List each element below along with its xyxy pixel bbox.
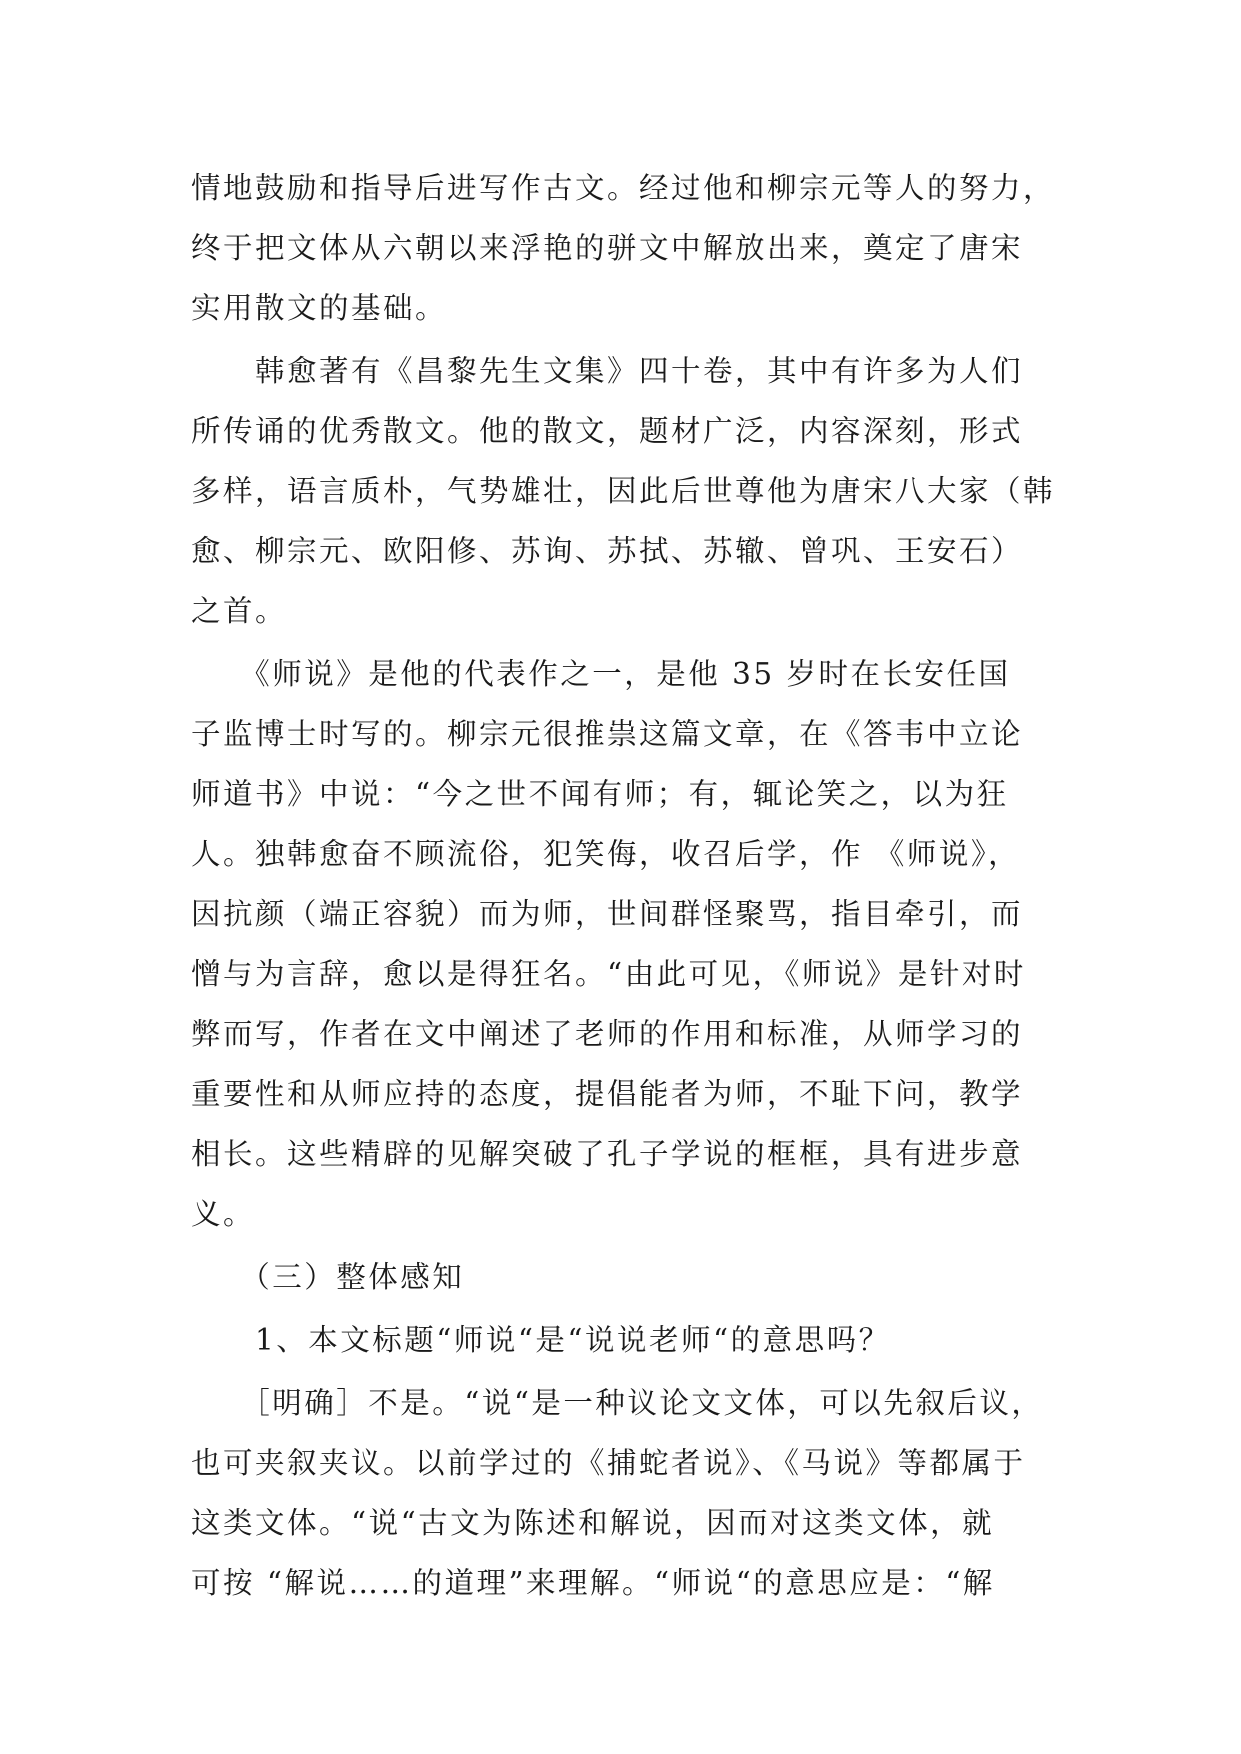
text-line-10: 子监博士时写的。柳宗元很推祟这篇文章，在《答韦中立论 (191, 717, 1024, 751)
text-line-12: 人。独韩愈奋不顾流俗，犯笑侮，收召后学，作 《师说》， (191, 837, 1021, 871)
text-line-14: 憎与为言辞，愈以是得狂名。“由此可见，《师说》是针对时 (191, 957, 1026, 991)
text-line-6: 多样，语言质朴，气势雄壮，因此后世尊他为唐宋八大家（韩 (191, 474, 1056, 508)
text-line-5: 所传诵的优秀散文。他的散文，题材广泛，内容深刻，形式 (191, 414, 1024, 448)
text-line-18: 义。 (191, 1197, 256, 1231)
document-body (191, 158, 1071, 1613)
text-line-9: 《师说》是他的代表作之一，是他 35 岁时在长安任国 (191, 657, 1011, 691)
text-line-16: 重要性和从师应持的态度，提倡能者为师，不耻下问，教学 (191, 1077, 1024, 1111)
text-line-23: 这类文体。“说“古文为陈述和解说，因而对这类文体，就 (191, 1506, 995, 1540)
text-line-7: 愈、柳宗元、欧阳修、苏询、苏拭、苏辙、曾巩、王安石） (191, 534, 1024, 568)
text-line-3: 实用散文的基础。 (191, 291, 448, 325)
text-line-2: 终于把文体从六朝以来浮艳的骈文中解放出来，奠定了唐宋 (191, 231, 1024, 265)
text-line-8: 之首。 (191, 594, 288, 628)
text-line-22: 也可夹叙夹议。以前学过的《捕蛇者说》、《马说》等都属于 (191, 1446, 1026, 1480)
question-line: 1、本文标题“师说“是“说说老师“的意思吗？ (191, 1323, 891, 1357)
text-line-13: 因抗颜（端正容貌）而为师，世间群怪聚骂，指目牵引，而 (191, 897, 1024, 931)
text-line-11: 师道书》中说：“今之世不闻有师；有，辄论笑之，以为狂 (191, 777, 1009, 811)
text-line-24: 可按 “解说……的道理”来理解。“师说“的意思应是：“解 (191, 1566, 995, 1600)
section-heading: （三）整体感知 (191, 1260, 465, 1294)
text-line-21: ［明确］不是。“说“是一种议论文文体，可以先叙后议， (191, 1386, 1044, 1420)
text-line-17: 相长。这些精辟的见解突破了孔子学说的框框，具有进步意 (191, 1137, 1024, 1171)
text-line-4: 韩愈著有《昌黎先生文集》四十卷，其中有许多为人们 (191, 354, 1024, 388)
text-line-1: 情地鼓励和指导后进写作古文。经过他和柳宗元等人的努力， (191, 171, 1056, 205)
text-line-15: 弊而写，作者在文中阐述了老师的作用和标准，从师学习的 (191, 1017, 1024, 1051)
